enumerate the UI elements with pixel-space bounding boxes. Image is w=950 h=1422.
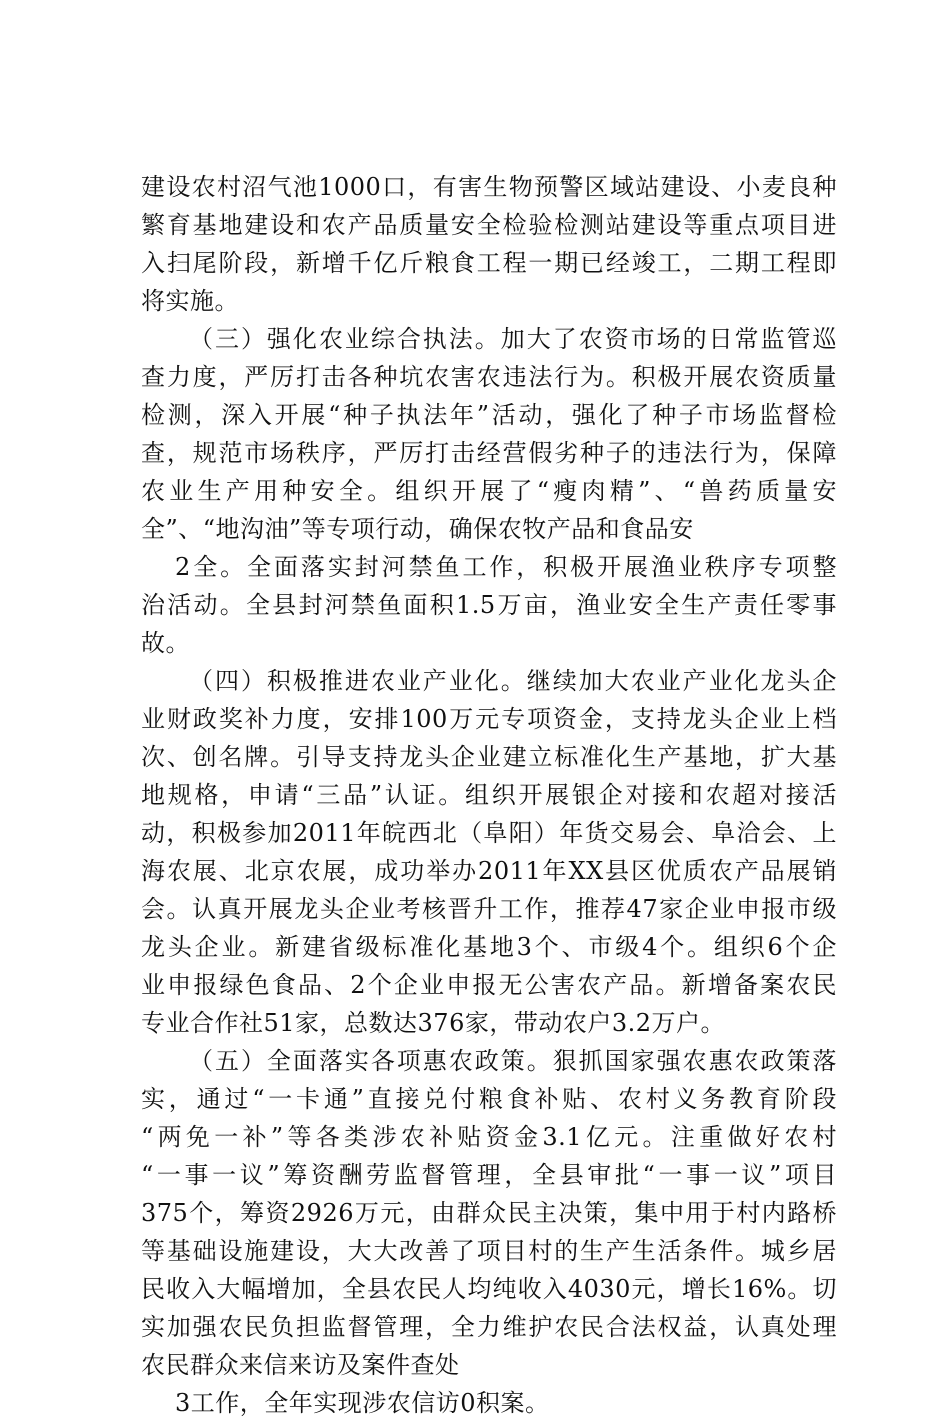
section-heading-line: （四）积极推进农业产业化。继续加大农业产业化龙头企 <box>189 667 837 695</box>
text-line: 繁育基地建设和农产品质量安全检验检测站建设等重点项目进 <box>141 211 837 239</box>
text-line: 农业生产用种安全。组织开展了“瘦肉精”、“兽药质量安 <box>141 477 837 505</box>
text-line: 龙头企业。新建省级标准化基地3个、市级4个。组织6个企 <box>141 933 837 961</box>
text-line: 海农展、北京农展，成功举办2011年XX县区优质农产品展销 <box>141 857 837 885</box>
text-line: 建设农村沼气池1000口，有害生物预警区域站建设、小麦良种 <box>141 173 837 201</box>
text-line: 查力度，严厉打击各种坑农害农违法行为。积极开展农资质量 <box>141 363 837 391</box>
text-line: 全”、“地沟油”等专项行动，确保农牧产品和食品安 <box>141 515 694 543</box>
text-line: 将实施。 <box>141 287 239 315</box>
text-line: “两免一补”等各类涉农补贴资金3.1亿元。注重做好农村 <box>141 1123 837 1151</box>
text-line: 375个，筹资2926万元，由群众民主决策，集中用于村内路桥 <box>141 1199 837 1227</box>
text-line: 专业合作社51家，总数达376家，带动农户3.2万户。 <box>141 1009 726 1037</box>
text-line: 实，通过“一卡通”直接兑付粮食补贴、农村义务教育阶段 <box>141 1085 837 1113</box>
body-text <box>141 168 837 1422</box>
text-line: 检测，深入开展“种子执法年”活动，强化了种子市场监督检 <box>141 401 837 429</box>
text-line: 次、创名牌。引导支持龙头企业建立标准化生产基地，扩大基 <box>141 743 837 771</box>
text-line: 业申报绿色食品、2个企业申报无公害农产品。新增备案农民 <box>141 971 837 999</box>
text-line: 2全。全面落实封河禁鱼工作，积极开展渔业秩序专项整 <box>175 553 837 581</box>
text-line: 业财政奖补力度，安排100万元专项资金，支持龙头企业上档 <box>141 705 837 733</box>
section-heading-line: （五）全面落实各项惠农政策。狠抓国家强农惠农政策落 <box>189 1047 837 1075</box>
text-line: 3工作，全年实现涉农信访0积案。 <box>175 1389 550 1417</box>
text-line: 等基础设施建设，大大改善了项目村的生产生活条件。城乡居 <box>141 1237 837 1265</box>
text-line: 入扫尾阶段，新增千亿斤粮食工程一期已经竣工，二期工程即 <box>141 249 837 277</box>
text-line: “一事一议”筹资酬劳监督管理，全县审批“一事一议”项目 <box>141 1161 837 1189</box>
text-line: 动，积极参加2011年皖西北（阜阳）年货交易会、阜洽会、上 <box>141 819 837 847</box>
text-line: 地规格，申请“三品”认证。组织开展银企对接和农超对接活 <box>141 781 837 809</box>
text-line: 故。 <box>141 629 190 657</box>
text-line: 治活动。全县封河禁鱼面积1.5万亩，渔业安全生产责任零事 <box>141 591 837 619</box>
text-line: 查，规范市场秩序，严厉打击经营假劣种子的违法行为，保障 <box>141 439 837 467</box>
text-line: 农民群众来信来访及案件查处 <box>141 1351 460 1379</box>
section-heading-line: （三）强化农业综合执法。加大了农资市场的日常监管巡 <box>189 325 837 353</box>
text-line: 实加强农民负担监督管理，全力维护农民合法权益，认真处理 <box>141 1313 837 1341</box>
text-line: 会。认真开展龙头企业考核晋升工作，推荐47家企业申报市级 <box>141 895 837 923</box>
text-line: 民收入大幅增加，全县农民人均纯收入4030元，增长16%。切 <box>141 1275 837 1303</box>
